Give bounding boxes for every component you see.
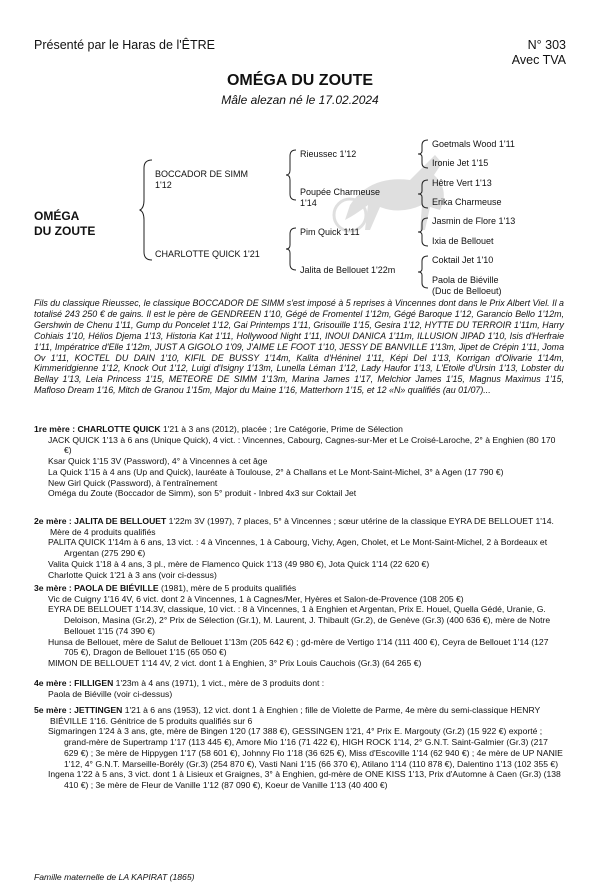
mere1-heading-rest: 1'21 à 3 ans (2012), placée ; 1re Catégorie, Prime de Sélection <box>162 424 403 434</box>
pedigree-sire-line1: BOCCADOR DE SIMM <box>155 169 249 179</box>
mere1-produce-4: New Girl Quick (Password), à l'entraînement <box>48 477 218 488</box>
mere3-produce-2: EYRA DE BELLOUET 1'14.3V, classique, 10 vict. : 8 à Vincennes, 1 à Enghien et Argentan, Prix E. Houel, Quella Gédé, Uranie, G. Deloison, Masina (Gr.2), 2° Prix de Sélection (Gr.1), M. Laurent, J. Thibault (Gr.2), de Genève (Gr.3) (400 636 €), mère de Notre Bellouet 1'15 (74 390 €) <box>48 604 551 636</box>
mere1-heading-line <box>34 424 564 435</box>
mere1-heading: 1re mère : CHARLOTTE QUICK <box>34 424 161 434</box>
pedigree-gg1: Goetmals Wood 1'11 <box>432 139 515 149</box>
pedigree-sire-line2: 1'12 <box>155 180 172 190</box>
brace-icon <box>140 160 154 260</box>
lot-number: N° 303 <box>527 38 566 52</box>
pedigree-sire-dam-line1: Poupée Charmeuse <box>300 187 381 197</box>
tva-label: Avec TVA <box>511 53 566 67</box>
mere4-produce-1: Paola de Biéville (voir ci-dessus) <box>48 688 173 699</box>
mere4-heading-rest: 1'23m à 4 ans (1971), 1 vict., mère de 3 produits dont : <box>115 678 325 688</box>
mere3-heading-line <box>34 583 564 594</box>
brace-icon <box>286 150 298 200</box>
mere2-produce-3: Charlotte Quick 1'21 à 3 ans (voir ci-dessus) <box>48 569 217 580</box>
pedigree-sire-dam-line2: 1'14 <box>300 198 317 208</box>
pedigree-gg8-line1: Paola de Biéville <box>432 275 499 285</box>
pedigree-gg8 <box>432 275 502 297</box>
brace-icon <box>418 256 430 288</box>
pedigree-gg7: Coktail Jet 1'10 <box>432 255 494 265</box>
mere2-heading-line <box>34 516 564 537</box>
mere5-heading-line <box>34 705 564 726</box>
mere4-heading-line <box>34 678 564 689</box>
pedigree-gg5: Jasmin de Flore 1'13 <box>432 216 516 226</box>
mere5-section <box>34 705 564 791</box>
brace-icon <box>286 228 298 270</box>
pedigree-gg3: Hêtre Vert 1'13 <box>432 178 492 188</box>
mere5-heading-rest: 1'21 à 6 ans (1953), 12 vict. dont 1 à Enghien ; fille de Violette de Parme, 4e mère du semi-classique HENRY BIÉVILLE 1'16. Génitrice de 5 produits qualifiés sur 6 <box>50 705 541 726</box>
pedigree-dam-dam: Jalita de Bellouet 1'22m <box>300 265 396 275</box>
presenter-text: Présenté par le Haras de l'ÊTRE <box>34 38 215 52</box>
pedigree-gg6: Ixia de Bellouet <box>432 236 494 246</box>
mere1-produce-2: Ksar Quick 1'15 3V (Password), 4° à Vincennes à cet âge <box>48 456 268 467</box>
mere5-produce-1: Sigmaringen 1'24 à 3 ans, gte, mère de Bingen 1'20 (17 388 €), GESSINGEN 1'21, 4° Prix E. Margouty (Gr.2) (15 922 €) exporté ; grand-mère de Supertramp 1'17 (113 445 €), Amore Mio 1'16 (71 422 €), HIGH ROCK 1'14, 2° G.N.T. Saint-Galmier (Gr.3) (217 629 €) ; 3e mère de Hippygen 1'17 (58 601 €), Johnny Flo 1'18 (36 625 €), Miss d'Escoville 1'14 (62 940 €) ; 4e mère de UP NANIE 1'12, 4° G.N.T. Marseille-Borély (Gr.3) (254 870 €), Vasti Nani 1'15 (66 370 €), Atilano 1'14 (110 878 €), Dalentino 1'13 (102 355 €) <box>48 726 563 769</box>
mere2-heading-rest: 1'22m 3V (1997), 7 places, 5° à Vincennes ; sœur utérine de la classique EYRA DE BELLOUET 1'14. Mère de 4 produits qualifiés <box>50 516 554 537</box>
mere3-heading-rest: (1981), mère de 5 produits qualifiés <box>161 583 297 593</box>
mere1-produce-3: La Quick 1'15 à 4 ans (Up and Quick), lauréate à Toulouse, 2° à Challans et Le Mont-Saint-Michel, 3° à Agen (17 790 €) <box>48 466 504 477</box>
mere5-produce-2: Ingena 1'22 à 5 ans, 3 vict. dont 1 à Lisieux et Graignes, 3° à Enghien, gd-mère de ONE KISS 1'13, Prix d'Automne à Caen (Gr.3) (138 410 €) ; 3e mère de Fleur de Vanille 1'12 (87 090 €), Koeur de Vanille 1'13 (40 400 €) <box>48 769 561 790</box>
pedigree-gg4: Erika Charmeuse <box>432 197 502 207</box>
pedigree-dam-sire: Pim Quick 1'11 <box>300 227 360 237</box>
mere4-heading: 4e mère : FILLIGEN <box>34 678 114 688</box>
mere3-produce-4: MIMON DE BELLOUET 1'14 4V, 2 vict. dont 1 à Enghien, 3° Prix Louis Cauchois (Gr.3) (64 265 €) <box>48 657 422 668</box>
pedigree-sire-dam <box>300 187 380 209</box>
mere1-section <box>34 424 564 499</box>
mere3-section <box>34 583 564 669</box>
pedigree-horse-name-line2: DU ZOUTE <box>34 224 96 238</box>
mere3-heading: 3e mère : PAOLA DE BIÉVILLE <box>34 583 159 593</box>
brace-icon <box>418 218 430 246</box>
mere3-produce-1: Vic de Cuigny 1'16 4V, 6 vict. dont 2 à Vincennes, 1 à Cagnes/Mer, Hyères et Salon-de-Provence (108 205 €) <box>48 593 464 604</box>
mere1-produce-5: Oméga du Zoute (Boccador de Simm), son 5° produit - Inbred 4x3 sur Coktail Jet <box>48 488 357 499</box>
pedigree-sire-sire: Rieussec 1'12 <box>300 149 357 159</box>
brace-icon <box>418 140 430 168</box>
horse-description: Mâle alezan né le 17.02.2024 <box>221 93 379 107</box>
mere4-section <box>34 678 564 699</box>
pedigree-horse-name-line1: OMÉGA <box>34 209 80 223</box>
mere2-produce-1: PALITA QUICK 1'14m à 6 ans, 13 vict. : 4 à Vincennes, 1 à Cabourg, Vichy, Agen, Cholet, et Le Mont-Saint-Michel, 2 à Bordeaux et Argentan (275 290 €) <box>48 537 548 559</box>
brace-icon <box>418 180 430 208</box>
mere1-produce-1: JACK QUICK 1'13 à 6 ans (Unique Quick), 4 vict. : Vincennes, Cabourg, Cagnes-sur-Mer et Le Croisé-Laroche, 2° à Enghien (80 170 €) <box>48 434 556 456</box>
mere2-produce-2: Valita Quick 1'18 à 4 ans, 3 pl., mère de Flamenco Quick 1'13 (49 980 €), Jota Quick 1'14 (22 620 €) <box>48 558 430 569</box>
pedigree-gg8-line2: (Duc de Belloeut) <box>432 286 502 296</box>
mere5-heading: 5e mère : JETTINGEN <box>34 705 123 715</box>
sire-intro-paragraph: Fils du classique Rieussec, le classique BOCCADOR DE SIMM s'est imposé à 5 reprises à Vincennes dont dans le Prix Albert Viel. Il a totalisé 243 250 € de gains. Il est le père de GENDREEN 1'10, Gégé de Fromentel 1'12m, Gégé Baroque 1'12, Garancio Bello 1'12m, Gershwin de Chenu 1'11, Gump du Poncelet 1'12, Gai Printemps 1'11, Grisouille 1'15, Gesira 1'12, HYTTE DU TERROIR 1'11m, Harry Cohiais 1'10, Hélios Djema 1'13, Historia Kat 1'11, Hollywood Night 1'11, INOUI DANICA 1'11m, ILLUSION JIPAD 1'10, Isis d'Herfraie 1'11, Impératrice d'Elle 1'12m, JUST A GIGOLO 1'09, J'AIME LE FOOT 1'10, JESSY DE BANVILLE 1'13m, Jipet de Crépin 1'11, Joma Ov 1'11, KOCTEL DU DAIN 1'10, KIFIL DE BUSSY 1'14m, Kalita d'Héninel 1'11, Képi Del 1'13, Korrigan d'Olivarie 1'14m, Kimmeridgienne 1'12, Knock Out 1'12, Luigi d'Isigny 1'13m, Lunella Léman 1'12, Lady Haufor 1'13, L'Etoile d'Ursin 1'13, Lobster du Bellay 1'13, Leia Princess 1'15, METEORE DE SIMM 1'13m, Marina James 1'17, Melchior James 1'15, Magnus Maximus 1'15, Mafloso Dream 1'16, Mitch de Granou 1'15m, Major du Maine 1'16, Matterhorn 1'15, et 12 «N» qualifiés (au 01/07)... <box>34 298 564 396</box>
maternal-family-footer: Famille maternelle de LA KAPIRAT (1865) <box>34 872 195 882</box>
horse-name-title: OMÉGA DU ZOUTE <box>226 72 374 89</box>
mere2-heading: 2e mère : JALITA DE BELLOUET <box>34 516 167 526</box>
pedigree-sire <box>155 169 248 191</box>
pedigree-horse-name <box>34 209 95 239</box>
mere3-produce-3: Hunsa de Bellouet, mère de Salut de Bellouet 1'13m (205 642 €) ; gd-mère de Vertigo 1'14 (111 400 €), Ceyra de Bellouet 1'14 (127 705 €), Dragon de Bellouet 1'15 (65 050 €) <box>48 636 549 658</box>
mere2-section <box>34 516 564 580</box>
pedigree-gg2: Ironie Jet 1'15 <box>432 158 489 168</box>
pedigree-dam: CHARLOTTE QUICK 1'21 <box>155 249 260 259</box>
